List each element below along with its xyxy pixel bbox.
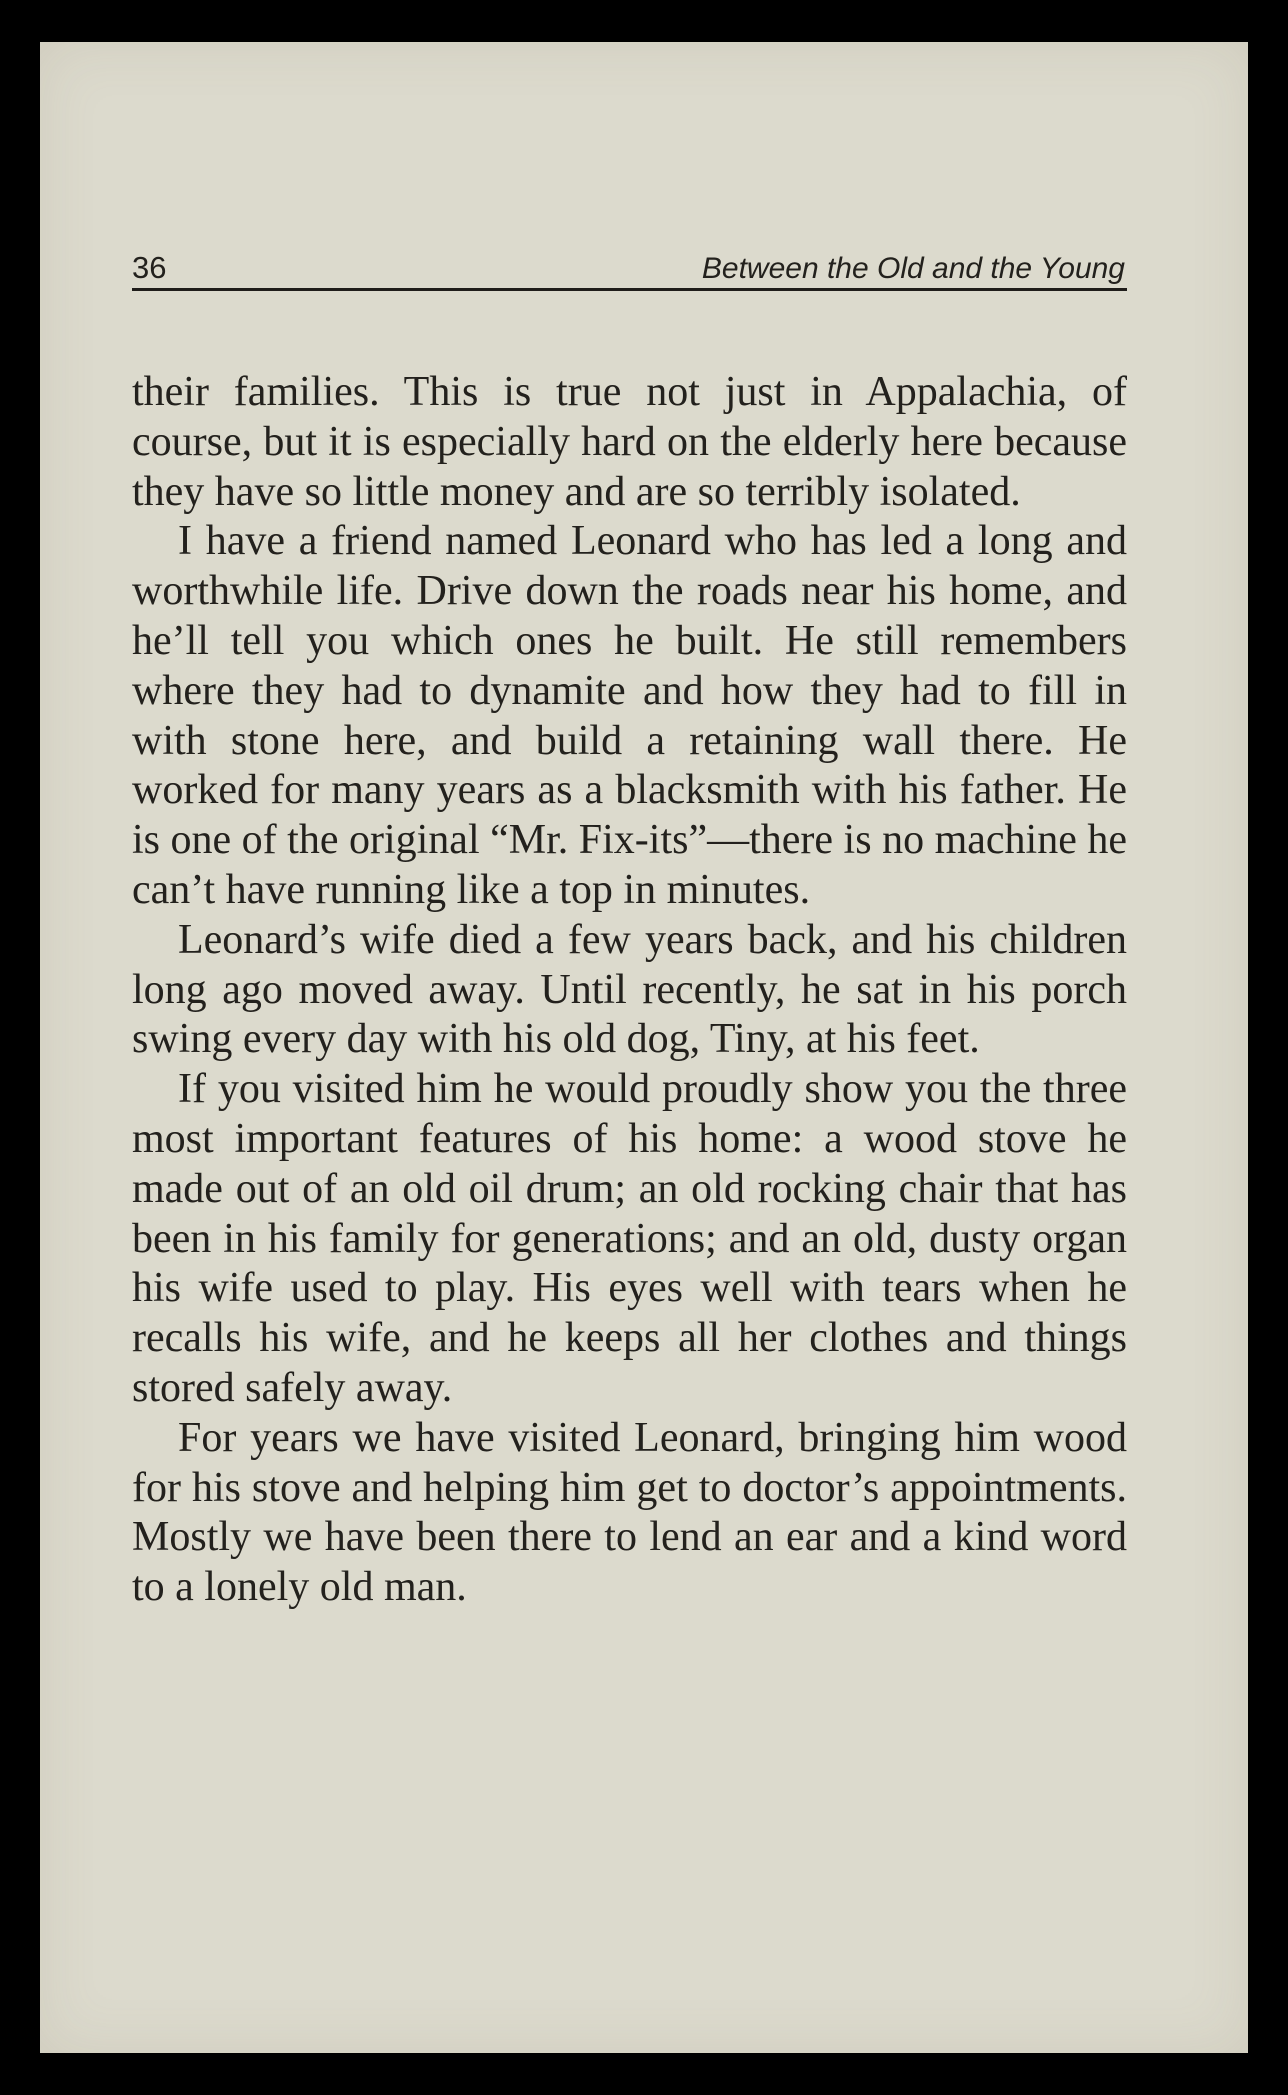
- running-head: Between the Old and the Young: [701, 252, 1125, 285]
- paragraph: If you visited him he would proudly show you the three most important features of his home: a wood stove he made out of an old oil drum; an old rocking chair that has been in his family for generations; and an old, dusty organ his wife used to play. His eyes well with tears when he recalls his wife, and he keeps all her clothes and things stored safely away.: [132, 1066, 1127, 1411]
- paragraph: their families. This is true not just in Appalachia, of course, but it is especially hard on the elderly here because they have so little money and are so terribly isolated.: [132, 369, 1127, 515]
- paragraph: I have a friend named Leonard who has led a long and worthwhile life. Drive down the roads near his home, and he’ll tell you which ones he built. He still remembers where they had to dynamite and how they had to fill in with stone here, and build a retaining wall there. He worked for many years as a blacksmith with his father. He is one of the original “Mr. Fix-its”—there is no machine he can’t have running like a top in minutes.: [132, 518, 1127, 913]
- paragraph: Leonard’s wife died a few years back, and his children long ago moved away. Until recently, he sat in his porch swing every day with his old dog, Tiny, at his feet.: [132, 916, 1127, 1063]
- body-text: [132, 368, 1127, 1613]
- paragraph: For years we have visited Leonard, bringing him wood for his stove and helping him get to doctor’s appointments. Mostly we have been there to lend an ear and a kind word to a lonely old man.: [132, 1414, 1127, 1611]
- page-number: 36: [132, 250, 167, 285]
- page-header: [132, 240, 1127, 291]
